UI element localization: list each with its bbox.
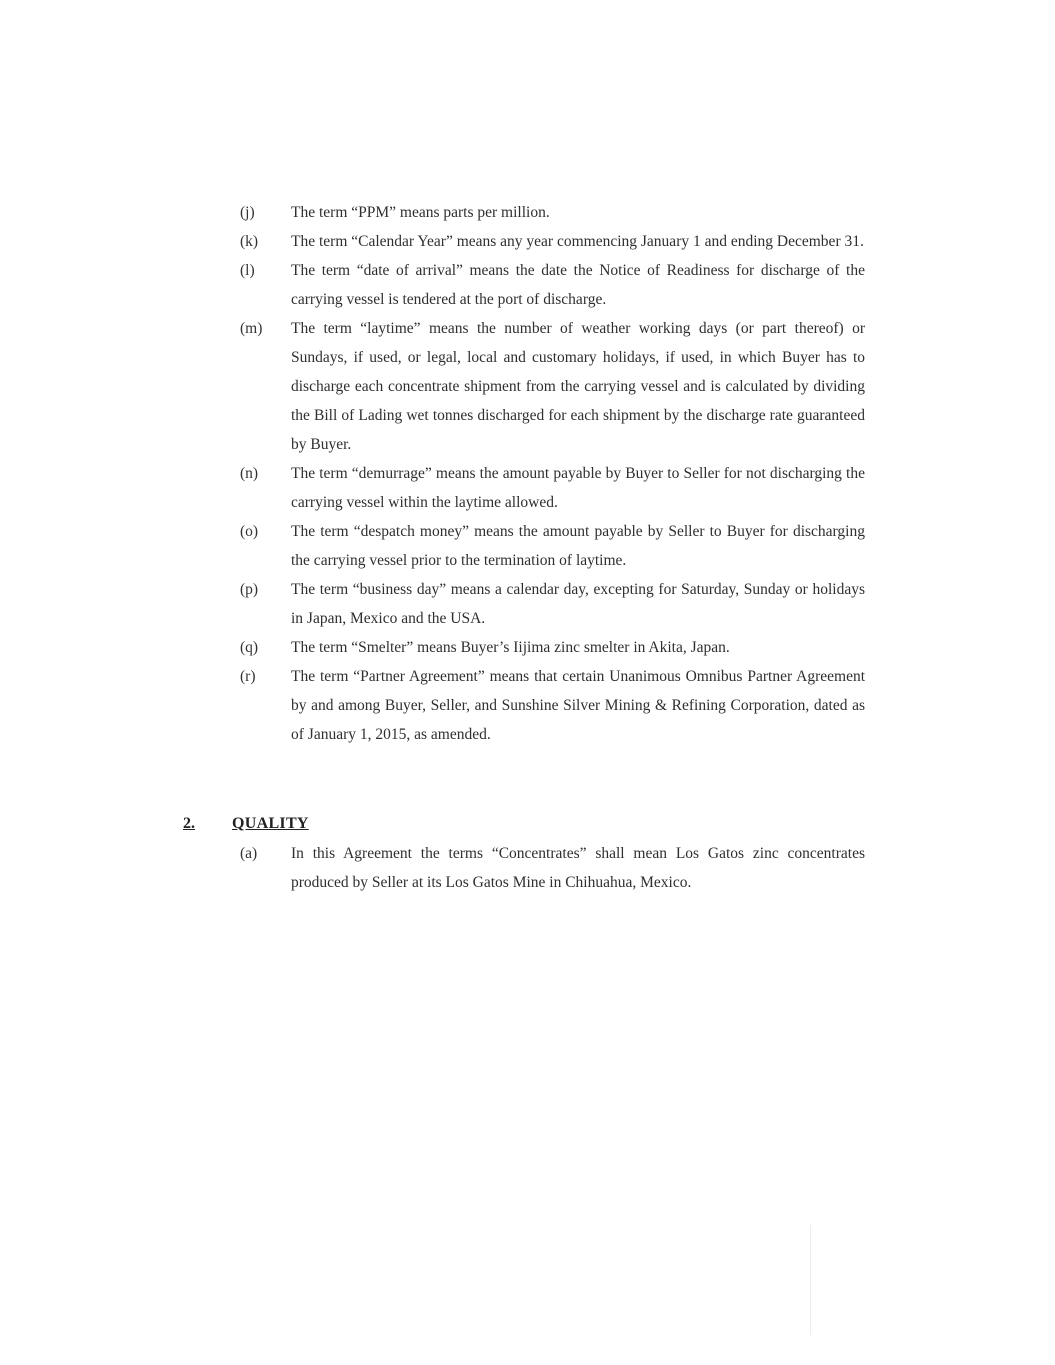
- item-marker: (a): [240, 845, 258, 862]
- section-heading: [183, 811, 865, 837]
- item-marker: (m): [240, 320, 263, 337]
- item-text: The term “Smelter” means Buyer’s Iijima zinc smelter in Akita, Japan.: [291, 639, 730, 656]
- section-title: QUALITY: [232, 815, 309, 832]
- item-marker: (q): [240, 639, 259, 656]
- item-text: The term “date of arrival” means the date the Notice of Readiness for discharge of the carrying vessel is tendered at the port of discharge.: [291, 262, 865, 308]
- definition-item-n: [240, 459, 865, 517]
- definition-item-j: [240, 198, 865, 227]
- item-text: The term “business day” means a calendar day, excepting for Saturday, Sunday or holidays in Japan, Mexico and the USA.: [291, 581, 865, 627]
- definition-item-k: [240, 227, 865, 256]
- item-text: The term “Partner Agreement” means that certain Unanimous Omnibus Partner Agreement by and among Buyer, Seller, and Sunshine Silver Mining & Refining Corporation, dated as of January 1, 2015, as amended.: [291, 668, 865, 743]
- section-number: 2.: [183, 815, 195, 832]
- item-marker: (r): [240, 668, 256, 685]
- definition-item-q: [240, 633, 865, 662]
- item-marker: (j): [240, 204, 255, 221]
- section-body: [240, 839, 865, 897]
- section-quality: [183, 811, 865, 897]
- item-text: The term “demurrage” means the amount payable by Buyer to Seller for not discharging the carrying vessel within the laytime allowed.: [291, 465, 865, 511]
- item-marker: (k): [240, 233, 259, 250]
- item-marker: (n): [240, 465, 259, 482]
- item-text: The term “despatch money” means the amount payable by Seller to Buyer for discharging the carrying vessel prior to the termination of laytime.: [291, 523, 865, 569]
- item-marker: (o): [240, 523, 259, 540]
- item-text: In this Agreement the terms “Concentrates” shall mean Los Gatos zinc concentrates produced by Seller at its Los Gatos Mine in Chihuahua, Mexico.: [291, 845, 865, 891]
- item-text: The term “PPM” means parts per million.: [291, 204, 550, 221]
- definition-item-o: [240, 517, 865, 575]
- item-marker: (l): [240, 262, 255, 279]
- scan-artifact: [810, 1225, 811, 1335]
- definition-item-l: [240, 256, 865, 314]
- definition-item-r: [240, 662, 865, 749]
- item-text: The term “Calendar Year” means any year commencing January 1 and ending December 31.: [291, 233, 864, 250]
- item-marker: (p): [240, 581, 259, 598]
- definition-item-m: [240, 314, 865, 459]
- item-text: The term “laytime” means the number of weather working days (or part thereof) or Sundays, if used, or legal, local and customary holidays, if used, in which Buyer has to discharge each concentrate shipment from the carrying vessel and is calculated by dividing the Bill of Lading wet tonnes discharged for each shipment by the discharge rate guaranteed by Buyer.: [291, 320, 865, 453]
- definition-item-p: [240, 575, 865, 633]
- definitions-list: [240, 198, 865, 749]
- section-item-a: [240, 839, 865, 897]
